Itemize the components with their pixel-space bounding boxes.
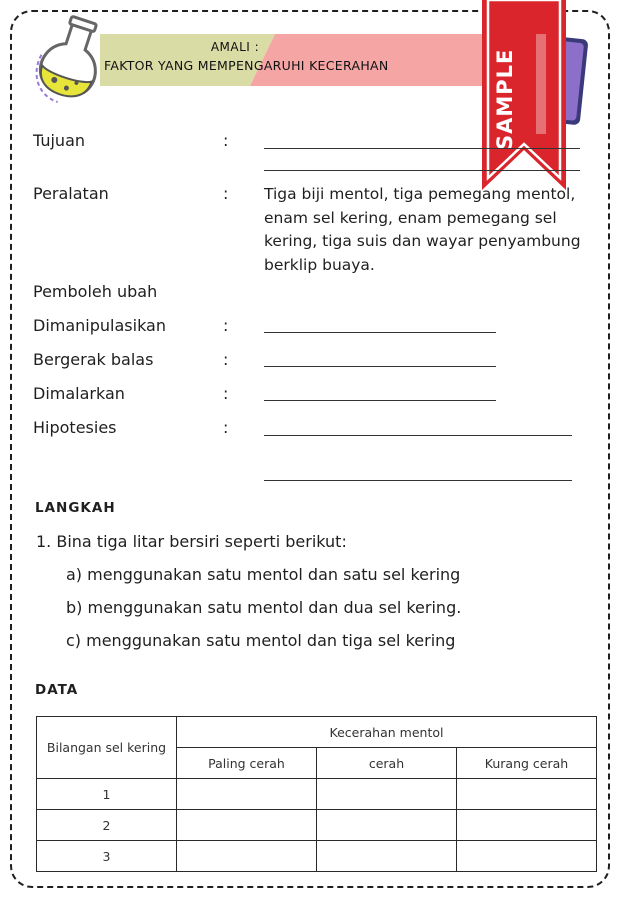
data-table — [36, 716, 597, 872]
peralatan-colon: : — [223, 184, 229, 203]
data-heading: DATA — [35, 682, 79, 698]
banner-title-line2: FAKTOR YANG MEMPENGARUHI KECERAHAN — [104, 58, 389, 73]
table-cell-empty[interactable] — [177, 779, 317, 810]
peralatan-line: Tiga biji mentol, tiga pemegang mentol, — [264, 185, 576, 203]
table-cell-count: 2 — [37, 810, 177, 841]
peralatan-line: kering, tiga suis dan wayar penyambung — [264, 232, 581, 250]
step-1a: a) menggunakan satu mentol dan satu sel kering — [66, 565, 461, 584]
table-cell-count: 3 — [37, 841, 177, 872]
bergerak-balas-label: Bergerak balas — [33, 350, 154, 369]
dimalarkan-answer-line[interactable] — [264, 400, 496, 401]
table-cell-empty[interactable] — [457, 841, 597, 872]
table-cell-empty[interactable] — [317, 810, 457, 841]
table-cell-empty[interactable] — [317, 841, 457, 872]
flask-icon — [30, 14, 112, 110]
bergerak-balas-answer-line[interactable] — [264, 366, 496, 367]
tujuan-answer-line-1[interactable] — [264, 148, 580, 149]
dimanipulasikan-answer-line[interactable] — [264, 332, 496, 333]
step-1c: c) menggunakan satu mentol dan tiga sel kering — [66, 631, 456, 650]
tujuan-label: Tujuan — [33, 131, 86, 150]
table-cell-empty[interactable] — [457, 779, 597, 810]
table-row — [37, 841, 597, 872]
banner-title-line1: AMALI : — [210, 40, 260, 54]
table-row — [37, 810, 597, 841]
peralatan-line: enam sel kering, enam pemegang sel — [264, 208, 557, 227]
table-cell-empty[interactable] — [177, 810, 317, 841]
bergerak-balas-colon: : — [223, 350, 229, 369]
peralatan-value — [264, 183, 594, 277]
tujuan-answer-line-2[interactable] — [264, 170, 580, 171]
table-row — [37, 779, 597, 810]
peralatan-label: Peralatan — [33, 184, 109, 203]
dimalarkan-colon: : — [223, 384, 229, 403]
hipotesies-colon: : — [223, 418, 229, 437]
dimalarkan-label: Dimalarkan — [33, 384, 125, 403]
peralatan-line: berklip buaya. — [264, 255, 375, 274]
dimanipulasikan-label: Dimanipulasikan — [33, 316, 166, 335]
table-header-kecerahan: Kecerahan mentol — [177, 717, 597, 748]
table-cell-empty[interactable] — [317, 779, 457, 810]
hipotesies-answer-line-2[interactable] — [264, 480, 572, 481]
pemboleh-ubah-label: Pemboleh ubah — [33, 282, 158, 301]
table-cell-count: 1 — [37, 779, 177, 810]
tujuan-colon: : — [223, 131, 229, 150]
step-1: 1. Bina tiga litar bersiri seperti berikut: — [36, 532, 347, 551]
dimanipulasikan-colon: : — [223, 316, 229, 335]
table-subheader-kurang-cerah: Kurang cerah — [457, 748, 597, 779]
table-cell-empty[interactable] — [177, 841, 317, 872]
table-subheader-cerah: cerah — [317, 748, 457, 779]
hipotesies-answer-line-1[interactable] — [264, 435, 572, 436]
table-subheader-paling-cerah: Paling cerah — [177, 748, 317, 779]
langkah-heading: LANGKAH — [35, 500, 116, 516]
step-1b: b) menggunakan satu mentol dan dua sel kering. — [66, 598, 462, 617]
table-header-bilangan: Bilangan sel kering — [37, 717, 177, 779]
hipotesies-label: Hipotesies — [33, 418, 117, 437]
table-cell-empty[interactable] — [457, 810, 597, 841]
